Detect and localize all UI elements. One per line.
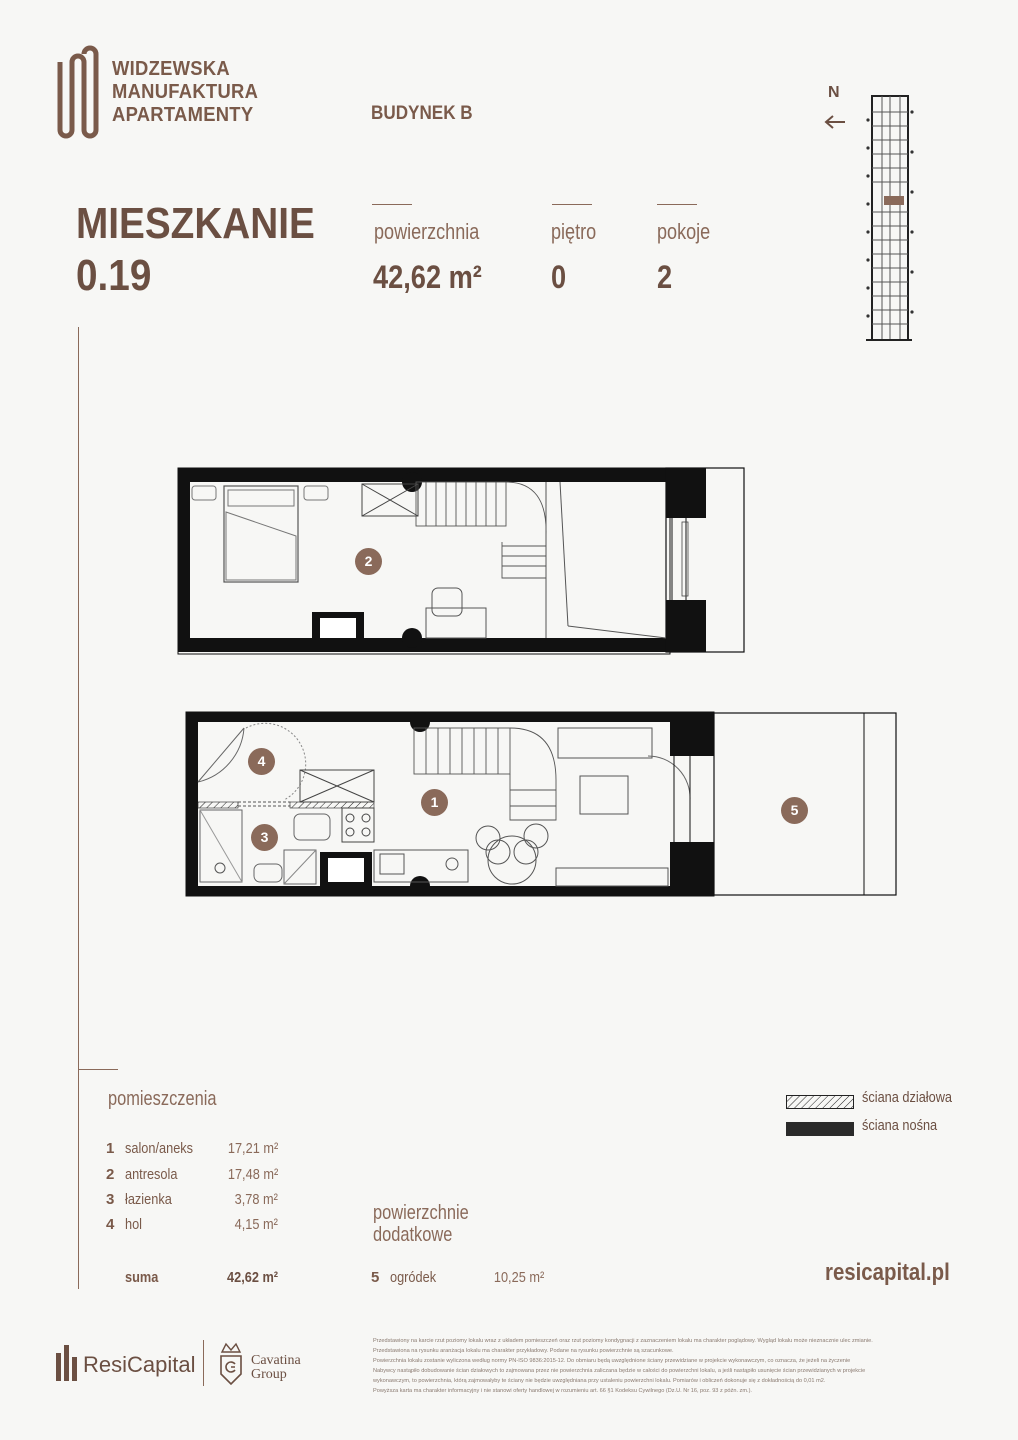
- room-row: [106, 1166, 296, 1188]
- apartment-number: 0.19: [76, 251, 152, 300]
- resicapital-logo-icon: [56, 1343, 78, 1383]
- room-name: hol: [125, 1216, 143, 1233]
- brand-name: [112, 58, 258, 127]
- floor-plan-mezzanine: [176, 466, 748, 656]
- room-row: [106, 1140, 296, 1162]
- brand-line-3: APARTAMENTY: [112, 104, 254, 126]
- cavatina-line2: Group: [251, 1367, 287, 1382]
- brand-line-1: WIDZEWSKA: [112, 58, 230, 80]
- sum-value: 42,62 m²: [226, 1269, 278, 1286]
- disclaimer-line: wykonawczym, to powierzchnia, którą zajmowałyby te ściany nie będzie uwzględniana przy ustaleniu powierzchni lokalu. Pomiarów i obliczeń dokonuje się z dokładnością do 0,01 m2.: [373, 1378, 826, 1384]
- room-row: [106, 1216, 296, 1238]
- room-area: 4,15 m²: [234, 1216, 278, 1233]
- disclaimer-line: Przedstawiona na rysunku aranżacja lokalu ma charakter przykładowy. Podane na rysunku powierzchnie są szacunkowe.: [373, 1348, 674, 1354]
- room-number: 3: [106, 1191, 115, 1208]
- area-label: powierzchnia: [374, 219, 480, 244]
- additional-number: 5: [371, 1269, 380, 1286]
- floor-value: 0: [551, 259, 567, 295]
- apartment-title: [76, 198, 315, 302]
- rooms-heading: pomieszczenia: [108, 1088, 217, 1110]
- room-marker-2: 2: [355, 548, 382, 575]
- cavatina-crest-icon: [218, 1340, 244, 1386]
- disclaimer-line: Powierzchnia lokalu zostanie wyliczona według normy PN-ISO 9836:2015-12. Do obmiaru będą uwzględnione ściany przewidziane w projekcie wykonawczym, co oznacza, że jeżeli na życzenie: [373, 1358, 851, 1364]
- building-label: BUDYNEK B: [371, 103, 473, 124]
- brand-logo-mark: [56, 42, 104, 142]
- disclaimer-line: Nabywcy nastąpiło dobudowanie ścian działowych to zajmowana przez nie powierzchnia zaliczana będzie w całości do powierzchni lokalu, a jeśli nastąpiło usunięcie ścian przewidzianych w projekcie: [373, 1368, 866, 1374]
- rooms-value: 2: [657, 259, 673, 295]
- area-value: 42,62 m²: [373, 259, 482, 295]
- load-bearing-wall-swatch: [786, 1122, 854, 1136]
- room-name: antresola: [125, 1166, 178, 1183]
- resicapital-wordmark: ResiCapital: [83, 1352, 196, 1377]
- rooms-label: pokoje: [657, 219, 711, 244]
- compass-north-label: N: [828, 84, 840, 101]
- room-area: 3,78 m²: [234, 1191, 278, 1208]
- room-marker-4: 4: [248, 748, 275, 775]
- room-number: 4: [106, 1216, 115, 1233]
- rooms-sum-row: [106, 1269, 296, 1291]
- brand-line-2: MANUFAKTURA: [112, 81, 259, 103]
- apartment-title-line1: MIESZKANIE: [76, 199, 315, 248]
- vertical-divider: [78, 327, 79, 1289]
- stat-divider: [552, 204, 592, 205]
- disclaimer-line: Powyższa karta ma charakter informacyjny i nie stanowi oferty handlowej w rozumieniu art. 66 §1 Kodeksu Cywilnego (Dz.U. Nr 16, poz. 93 z późn. zm.).: [373, 1388, 752, 1394]
- room-marker-1: 1: [421, 789, 448, 816]
- room-area: 17,21 m²: [227, 1140, 278, 1157]
- floor-label: piętro: [551, 219, 597, 244]
- partition-wall-swatch: [786, 1095, 854, 1109]
- room-name: salon/aneks: [125, 1140, 194, 1157]
- room-marker-5: 5: [781, 797, 808, 824]
- room-area: 17,48 m²: [227, 1166, 278, 1183]
- additional-heading-line1: powierzchnie: [373, 1202, 469, 1224]
- room-name: łazienka: [125, 1191, 172, 1208]
- sum-label: suma: [125, 1269, 159, 1286]
- room-number: 2: [106, 1166, 115, 1183]
- cavatina-line1: Cavatina: [251, 1353, 301, 1368]
- additional-name: ogródek: [390, 1269, 437, 1286]
- legal-disclaimer: [373, 1336, 953, 1396]
- partition-wall-label: ściana działowa: [862, 1089, 953, 1106]
- room-number: 1: [106, 1140, 115, 1157]
- stat-divider: [657, 204, 697, 205]
- additional-heading: [373, 1202, 469, 1246]
- disclaimer-line: Przedstawiony na karcie rzut poziomy lokalu wraz z układem pomieszczeń oraz rzut poziomy kondygnacji z zaznaczeniem lokalu ma charakter poglądowy. Wygląd lokalu może nieznacznie ulec zmianie.: [373, 1338, 873, 1344]
- website-link[interactable]: resicapital.pl: [825, 1259, 950, 1286]
- additional-row: [371, 1269, 546, 1291]
- footer-divider: [203, 1340, 204, 1386]
- load-bearing-wall-label: ściana nośna: [862, 1117, 938, 1134]
- room-row: [106, 1191, 296, 1213]
- building-key-plan: [860, 92, 916, 348]
- apartment-location-highlight: [884, 196, 904, 205]
- room-marker-3: 3: [251, 824, 278, 851]
- additional-heading-line2: dodatkowe: [373, 1224, 453, 1246]
- section-divider: [78, 1069, 118, 1070]
- additional-area: 10,25 m²: [493, 1269, 544, 1286]
- arrow-left-icon: [824, 114, 846, 130]
- stat-divider: [372, 204, 412, 205]
- cavatina-wordmark: [251, 1354, 301, 1382]
